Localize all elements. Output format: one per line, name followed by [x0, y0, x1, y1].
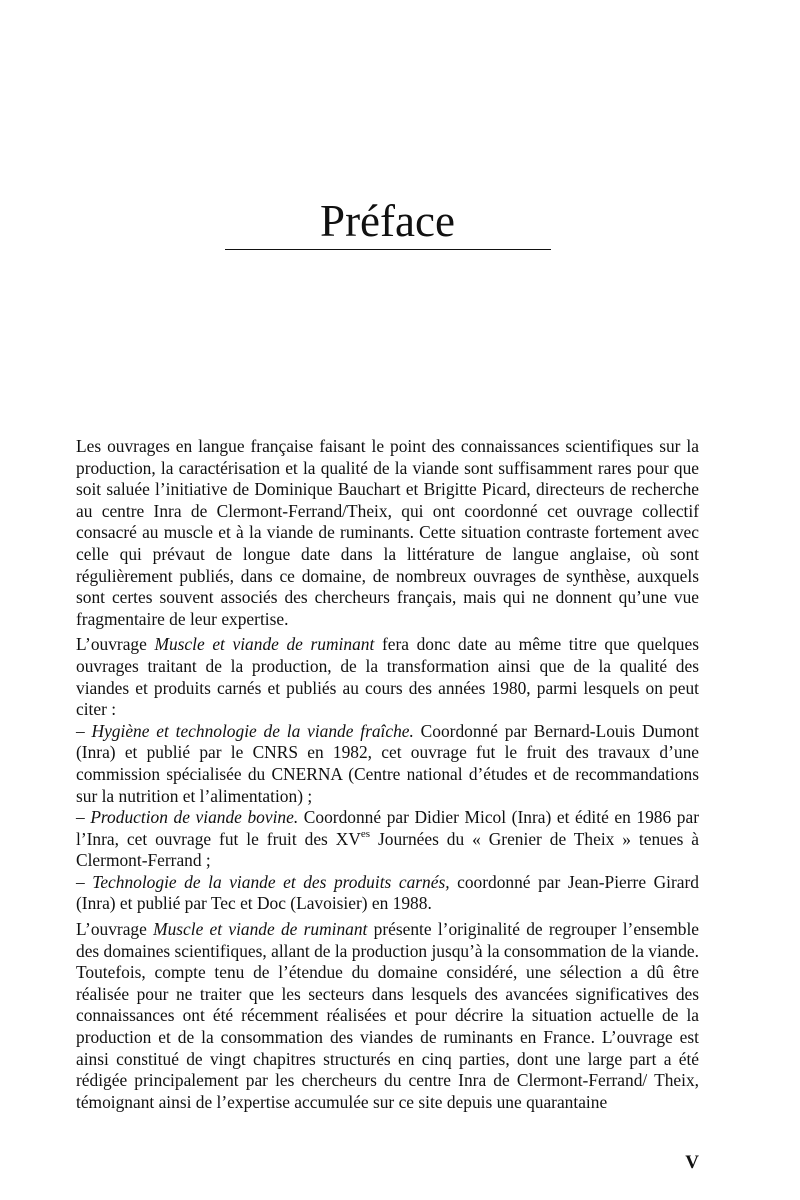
list-item-title: Technologie de la viande et des produits carnés,	[92, 871, 450, 892]
list-item	[76, 721, 699, 807]
page-number: V	[685, 1152, 699, 1173]
paragraph-2-intro-before: L’ouvrage	[76, 634, 155, 655]
paragraph-2	[76, 634, 699, 915]
book-title: Muscle et viande de ruminant	[153, 919, 368, 940]
list-dash: –	[76, 807, 91, 828]
list-item	[76, 807, 699, 872]
paragraph-3-before: L’ouvrage	[76, 919, 154, 940]
list-item-text: Coordonné par Bernard-Louis Dumont (Inra) et publié par le CNRS en 1982, cet ouvrage fut le fruit des travaux d’une commission spécialisée du CNERNA (Centre national d’études et de recommandations sur la nutrition et l’alimentation) ;	[76, 720, 700, 806]
list-dash: –	[76, 871, 93, 892]
list-item-text: Coordonné par Didier Micol (Inra) et édité en 1986 par l’Inra, cet ouvrage fut le fruit des XV	[76, 807, 700, 849]
list-dash: –	[76, 720, 92, 741]
paragraph-1: Les ouvrages en langue française faisant le point des connaissances scientifiques sur la production, la caractérisation et la qualité de la viande sont suffisamment rares pour que soit saluée l’initiative de Dominique Bauchart et Brigitte Picard, directeurs de recherche au centre Inra de Clermont-Ferrand/Theix, qui ont coordonné cet ouvrage collectif consacré au muscle et à la viande de ruminants. Cette situation contraste fortement avec celle qui prévaut de longue date dans la littérature de langue anglaise, où sont régulièrement publiés, dans ce domaine, de nombreux ouvrages de synthèse, auxquels sont certes souvent associés des chercheurs français, mais qui ne donnent qu’une vue fragmentaire de leur expertise.	[76, 436, 699, 629]
ordinal-superscript: es	[360, 827, 371, 840]
book-title: Muscle et viande de ruminant	[154, 634, 375, 655]
paragraph-3	[76, 919, 699, 1113]
list-item-text-after: Journées du « Grenier de Theix » tenues à Clermont-Ferrand ;	[76, 828, 699, 871]
list-item-title: Production de viande bovine.	[90, 807, 299, 828]
preface-body	[76, 436, 699, 1113]
list-item-title: Hygiène et technologie de la viande fraîche.	[91, 720, 414, 741]
page-title: Préface	[320, 196, 455, 246]
list-item-text: coordonné par Jean-Pierre Girard (Inra) et publié par Tec et Doc (Lavoisier) en 1988.	[76, 871, 699, 914]
list-item	[76, 872, 699, 915]
paragraph-2-intro-after: fera donc date au même titre que quelques ouvrages traitant de la production, de la transformation ainsi que de la qualité des viandes et produits carnés et publiés au cours des années 1980, parmi lesquels on peut citer :	[76, 634, 699, 720]
title-underline	[225, 249, 551, 250]
paragraph-3-after: présente l’originalité de regrouper l’ensemble des domaines scientifiques, allant de la production jusqu’à la consommation de la viande. Toutefois, compte tenu de l’étendue du domaine considéré, une sélection a dû être réalisée pour ne traiter que les secteurs dans lesquels des avancées significatives des connaissances ont été récemment réalisées et pour décrire la situation actuelle de la production et de la consommation des viandes de ruminants en France. L’ouvrage est ainsi constitué de vingt chapitres structurés en cinq parties, dont une large part a été rédigée principalement par les chercheurs du centre Inra de Clermont-Ferrand/ Theix, témoignant ainsi de l’expertise accumulée sur ce site depuis une quarantaine	[76, 919, 699, 1112]
